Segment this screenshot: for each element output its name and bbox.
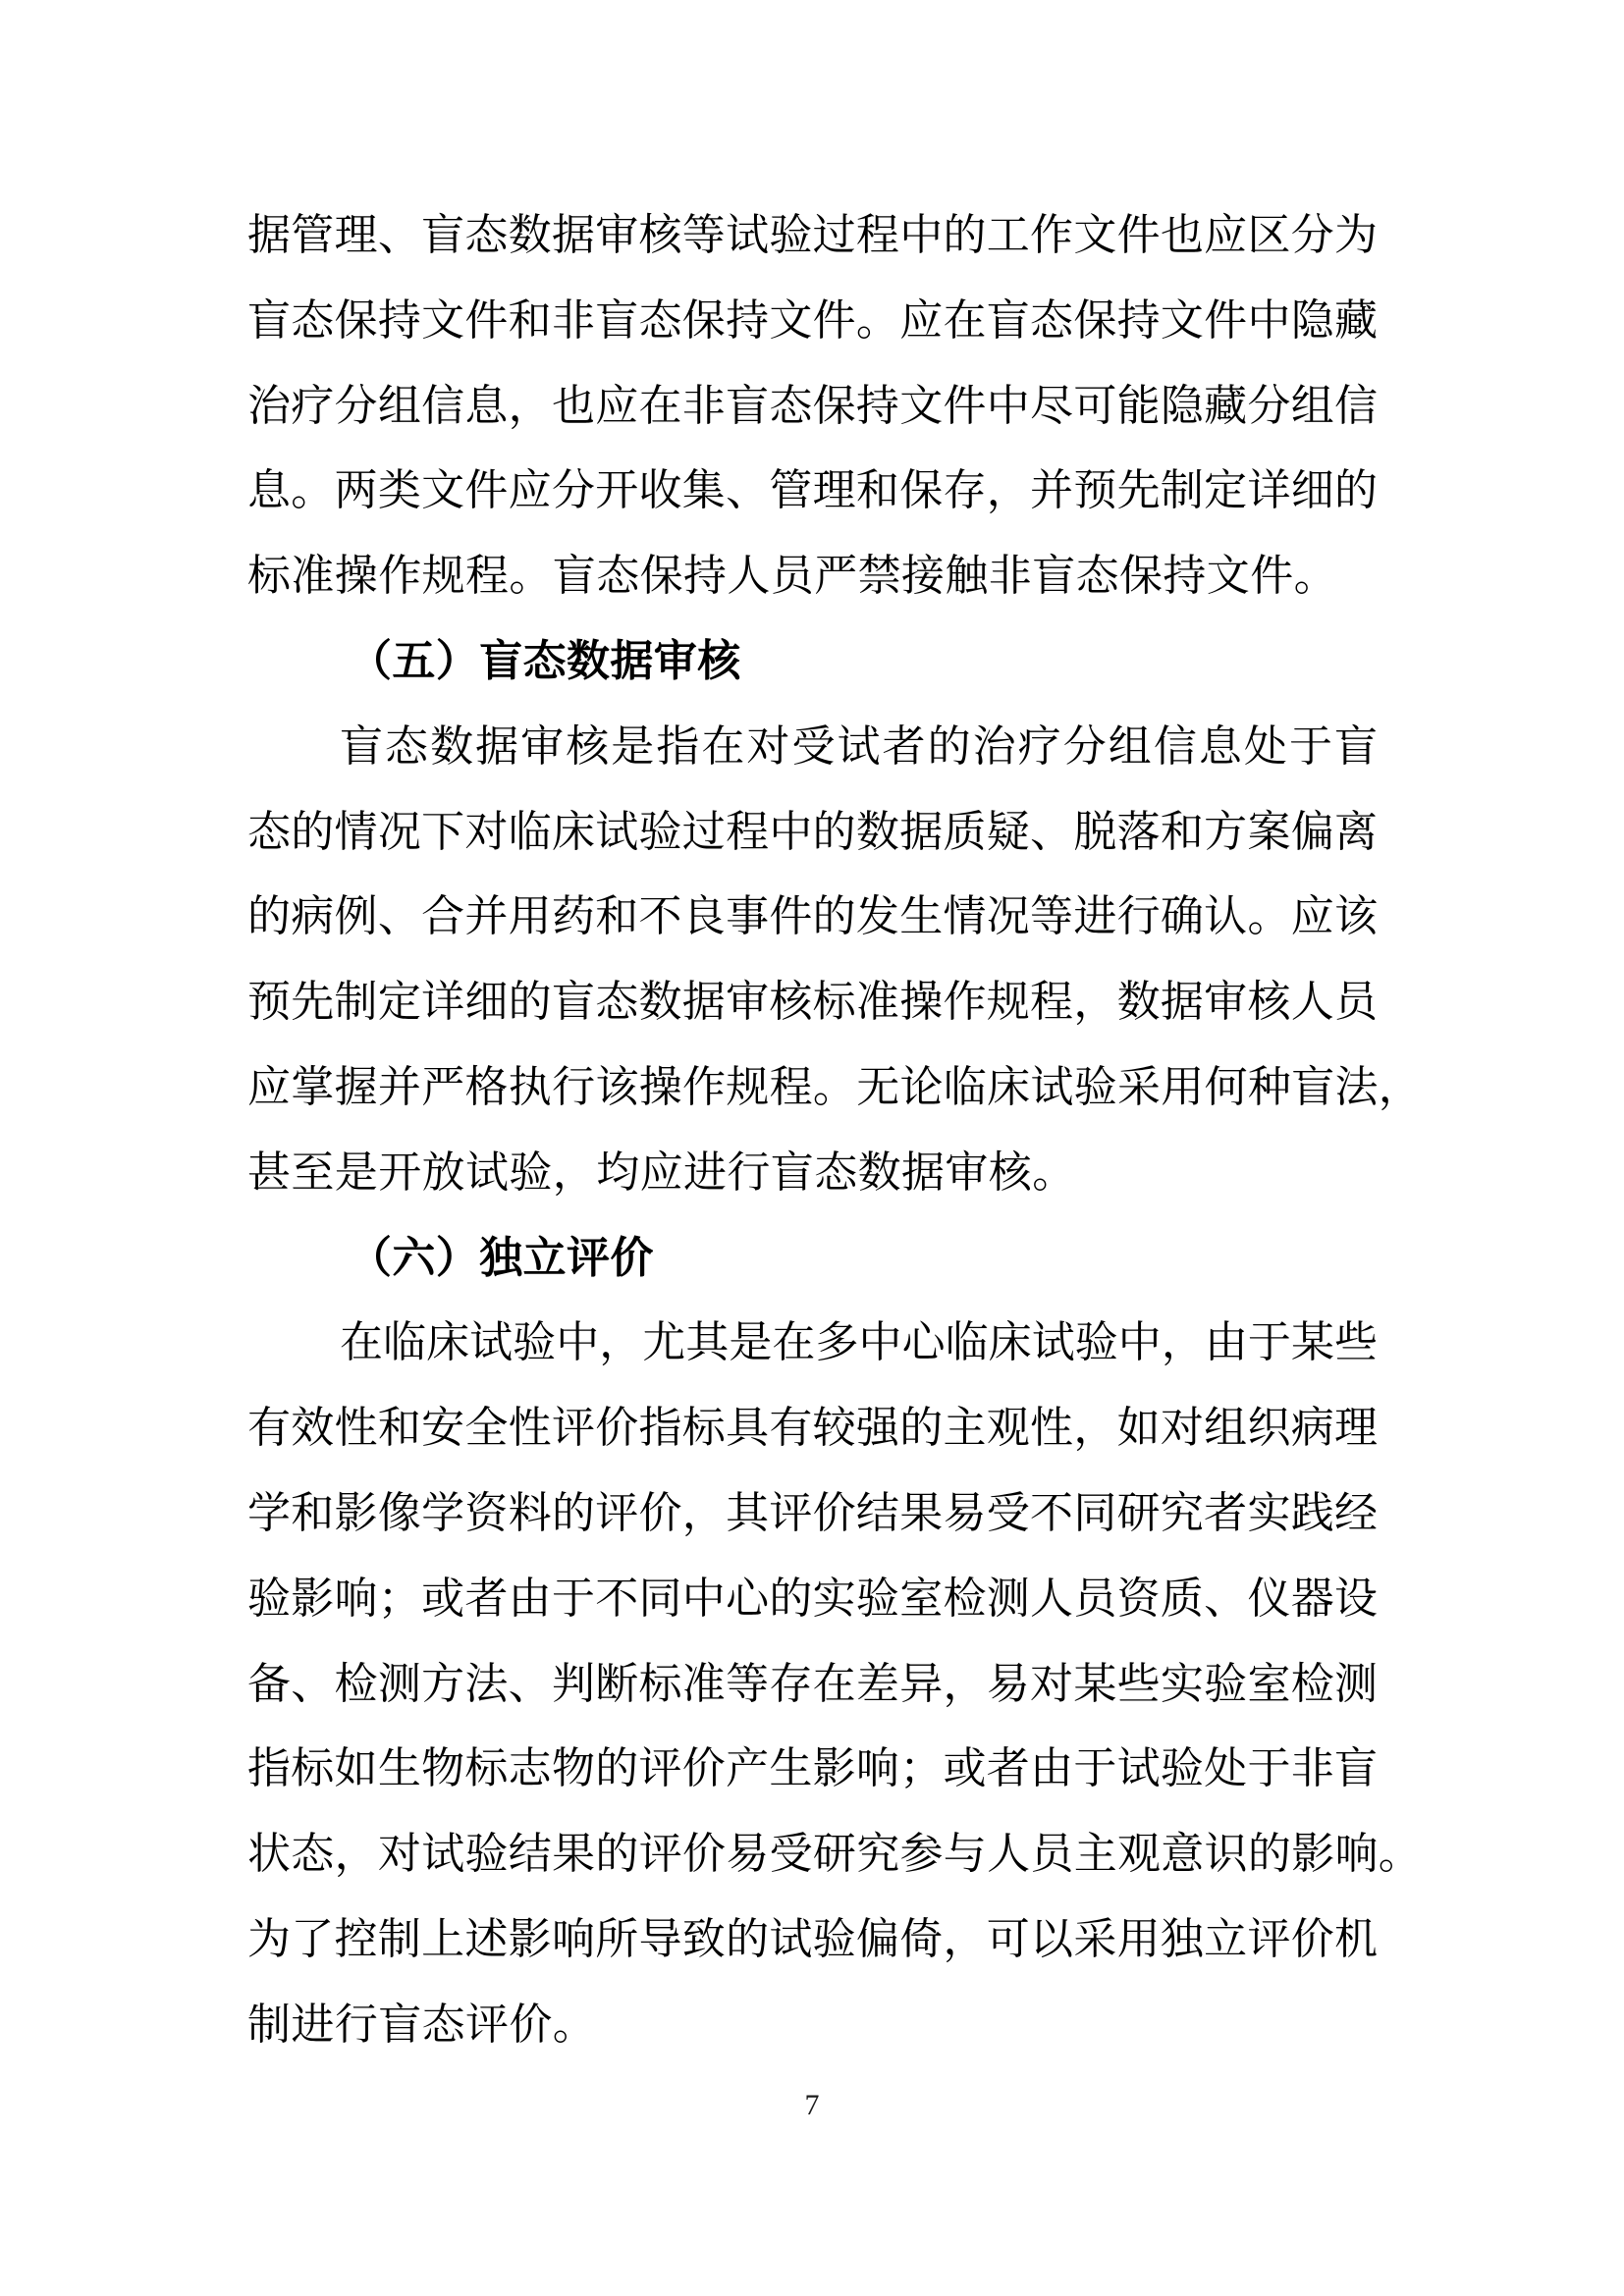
document-body [247,193,1423,2068]
text-line: 盲态保持文件和非盲态保持文件。应在盲态保持文件中隐藏 [247,295,1378,345]
text-line: 据管理、盲态数据审核等试验过程中的工作文件也应区分为 [247,211,1378,259]
text-line: 状态，对试验结果的评价易受研究参与人员主观意识的影响。 [247,1830,1423,1879]
text-line: 学和影像学资料的评价，其评价结果易受不同研究者实践经 [247,1488,1378,1537]
text-line: 甚至是开放试验，均应进行盲态数据审核。 [247,1148,1076,1197]
text-line: 在临床试验中，尤其是在多中心临床试验中，由于某些 [340,1318,1378,1367]
text-line: 态的情况下对临床试验过程中的数据质疑、脱落和方案偏离 [247,807,1378,856]
text-line: 标准操作规程。盲态保持人员严禁接触非盲态保持文件。 [247,552,1337,601]
text-line: 盲态数据审核是指在对受试者的治疗分组信息处于盲 [340,721,1378,771]
text-line: 有效性和安全性评价指标具有较强的主观性，如对组织病理 [247,1404,1378,1453]
text-line: 验影响；或者由于不同中心的实验室检测人员资质、仪器设 [247,1574,1378,1623]
section-heading: （六）独立评价 [349,1233,654,1282]
text-line: 预先制定详细的盲态数据审核标准操作规程，数据审核人员 [247,978,1378,1027]
text-line: 治疗分组信息，也应在非盲态保持文件中尽可能隐藏分组信 [247,381,1378,430]
text-line: 为了控制上述影响所导致的试验偏倚，可以采用独立评价机 [247,1914,1378,1963]
section-heading: （五）盲态数据审核 [349,636,741,685]
page-number: 7 [804,2089,820,2121]
text-line: 制进行盲态评价。 [247,2000,597,2049]
text-line: 应掌握并严格执行该操作规程。无论临床试验采用何种盲法， [247,1062,1423,1111]
text-line: 指标如生物标志物的评价产生影响；或者由于试验处于非盲 [247,1744,1378,1793]
text-line: 息。两类文件应分开收集、管理和保存，并预先制定详细的 [247,466,1378,515]
text-line: 的病例、合并用药和不良事件的发生情况等进行确认。应该 [247,892,1378,941]
text-line: 备、检测方法、判断标准等存在差异，易对某些实验室检测 [247,1659,1378,1708]
